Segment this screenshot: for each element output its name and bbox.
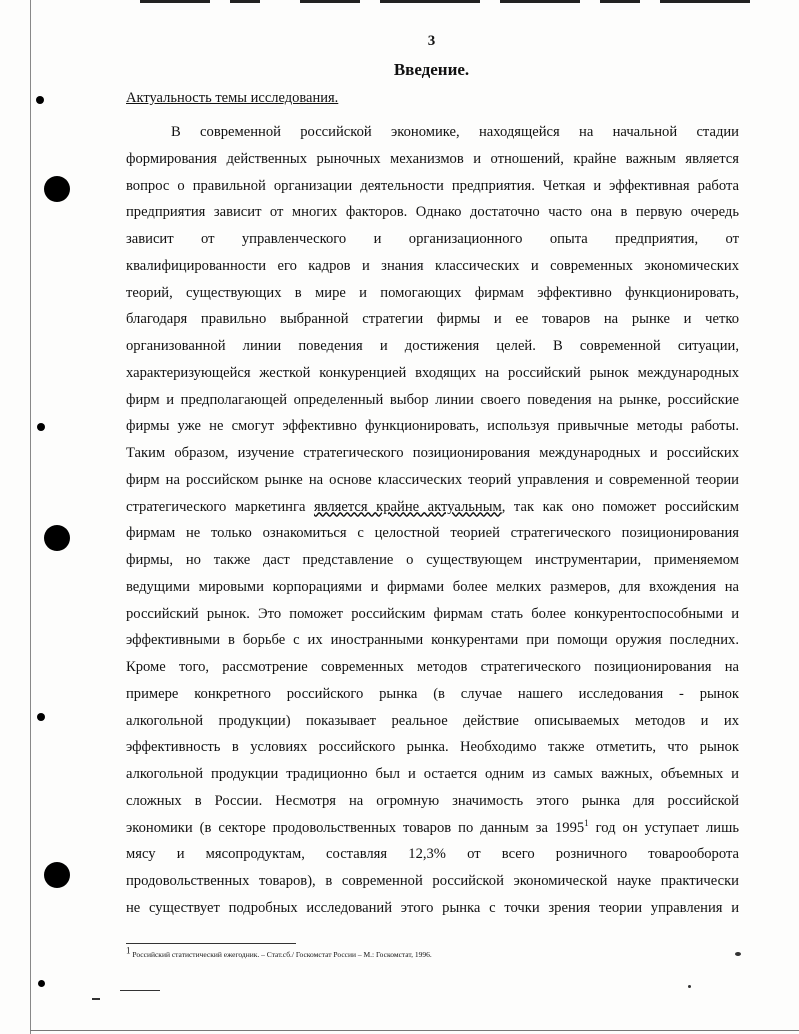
scan-top-marks [80, 0, 780, 4]
text-line: сложных в России. Несмотря на огромную значимость этого рынка для российской [126, 792, 739, 809]
text-line: эффективными в борьбе с их иностранными конкурентами при помощи оружия последних. [126, 632, 739, 649]
punch-hole [44, 862, 70, 888]
text-line: алкогольной продукции традиционно был и остается одним из самых важных, объемных и [126, 766, 739, 782]
line-segment: экономики (в секторе продовольственных товаров по данным за 1995 [126, 819, 585, 836]
body-text [126, 119, 739, 922]
text-line: фирм на российском рынке на основе классических теорий управления и современной теории [126, 471, 739, 488]
text-line: мясу и мясопродуктам, составляя 12,3% от всего розничного товарооборота [126, 846, 739, 863]
line-segment: стратегического маркетинга [126, 498, 314, 515]
text-line: не существует подробных исследований этого рынка с точки зрения теории управления и [126, 899, 739, 916]
text-line: зависит от управленческого и организационного опыта предприятия, от [126, 231, 739, 247]
underlined-phrase: является крайне актуальным [313, 498, 502, 515]
text-line: формирования действенных рыночных механизмов и отношений, крайне важным является [126, 150, 739, 167]
text-line: продовольственных товаров), в современной российской экономической науке практически [126, 873, 739, 889]
text-line: фирмам не только ознакомиться с целостной теорией стратегического позиционирования [126, 525, 739, 542]
text-line: Таким образом, изучение стратегического позиционирования международных и российских [126, 445, 739, 461]
punch-hole [44, 525, 70, 551]
text-line: фирмы, но также даст представление о существующем инструментарии, применяемом [126, 552, 739, 568]
text-line: ведущими мировыми корпорациями и фирмами более мелких размеров, для вхождения на [126, 578, 739, 595]
punch-hole [37, 423, 45, 431]
punch-hole [44, 176, 70, 202]
text-line: В современной российской экономике, находящейся на начальной стадии [171, 124, 739, 140]
text-line: благодаря правильно выбранной стратегии фирмы и ее товаров на рынке и четко [126, 311, 739, 328]
page-title: Введение. [393, 60, 470, 79]
scan-speck [92, 998, 100, 1000]
text-line: квалифицированности его кадров и знания классических и современных экономических [126, 257, 739, 274]
line-segment: , так как оно поможет российским [501, 498, 739, 515]
footnote-rule [126, 943, 296, 944]
footnote-reference: 1 [584, 817, 589, 828]
text-line: теорий, существующих в мире и помогающих фирмам эффективно функционировать, [126, 284, 739, 301]
page-number: 3 [427, 33, 436, 49]
footnote [126, 945, 432, 959]
text-line: вопрос о правильной организации деятельности предприятия. Четкая и эффективная работа [126, 177, 739, 194]
text-line: организованной линии поведения и достижения целей. В современной ситуации, [126, 338, 739, 354]
footnote-text: Российский статистический ежегодник. – Стат.сб./ Госкомстат России – М.: Госкомстат, 1996. [132, 950, 432, 959]
text-line [126, 815, 739, 842]
text-line: характеризующейся жесткой конкуренцией входящих на российский рынок международных [126, 364, 739, 381]
punch-hole [37, 713, 45, 721]
text-line: эффективность в условиях российского рынка. Необходимо также отметить, что рынок [126, 739, 739, 756]
text-line: российский рынок. Это поможет российским фирмам стать более конкурентоспособными и [126, 605, 739, 622]
text-line: алкогольной продукции) показывает реальное действие описываемых методов и их [126, 712, 739, 729]
punch-hole [36, 96, 44, 104]
punch-hole [38, 980, 45, 987]
section-heading: Актуальность темы исследования. [126, 90, 339, 106]
text-line [126, 494, 739, 521]
footnote-number: 1 [126, 945, 131, 956]
text-line: Кроме того, рассмотрение современных методов стратегического позиционирования на [126, 659, 739, 675]
text-line: предприятия зависит от многих факторов. Однако достаточно часто она в первую очередь [126, 204, 739, 221]
scan-bottom-edge [30, 1030, 799, 1031]
scan-speck [120, 990, 160, 991]
text-line: примере конкретного российского рынка (в случае нашего исследования - рынок [126, 685, 739, 702]
scan-speck [735, 952, 741, 956]
scan-speck [688, 985, 691, 988]
text-line: фирм и предполагающей определенный выбор линии своего поведения на рынке, российские [126, 391, 739, 408]
scan-left-edge [30, 0, 31, 1034]
text-line: фирмы уже не смогут эффективно функционировать, используя привычные методы работы. [126, 418, 739, 435]
line-segment: год он уступает лишь [588, 819, 739, 836]
